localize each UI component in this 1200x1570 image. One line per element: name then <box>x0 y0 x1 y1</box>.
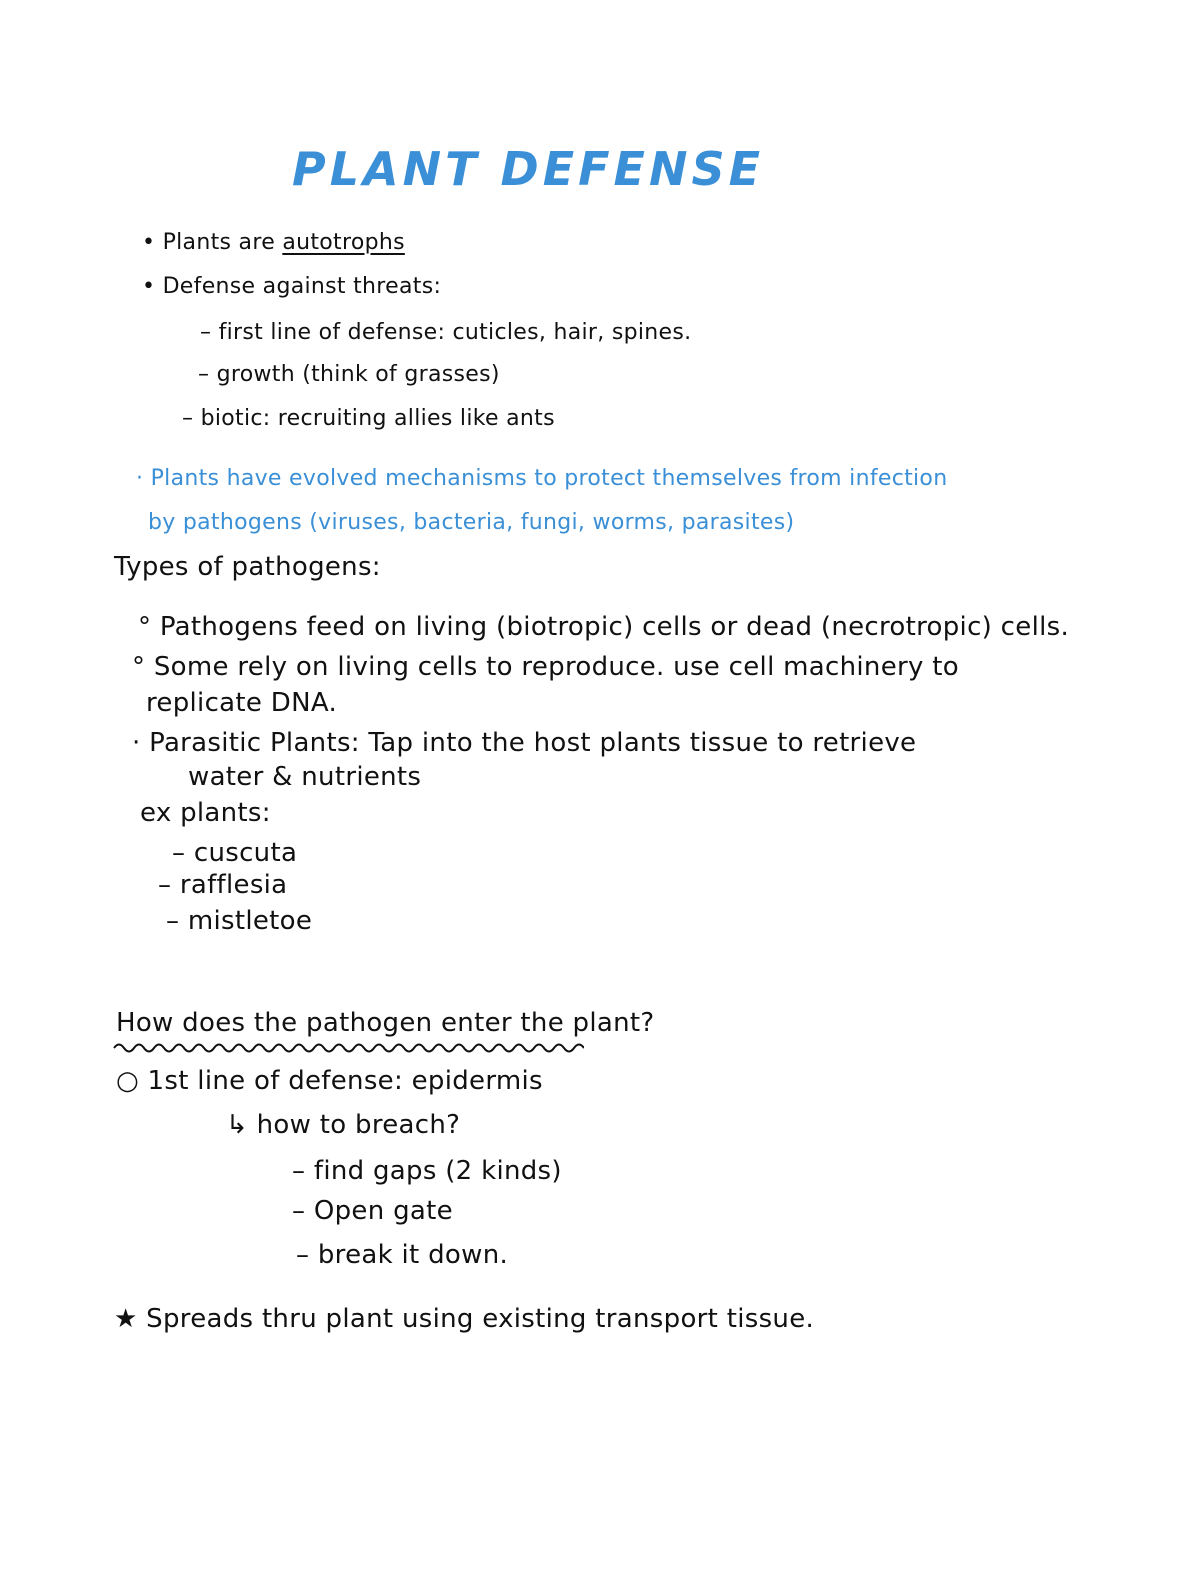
examples-heading: ex plants: <box>140 798 271 828</box>
types-heading: Types of pathogens: <box>114 552 381 582</box>
breach-heading: ↳ how to breach? <box>226 1110 461 1140</box>
first-line-of-defense: ○ 1st line of defense: epidermis <box>116 1066 543 1096</box>
autotrophs-word: autotrophs <box>282 230 405 255</box>
parasitic-line-2: water & nutrients <box>188 762 422 792</box>
blue-note-line-1: · Plants have evolved mechanisms to protect themselves from infection <box>136 466 948 491</box>
defense-item: – first line of defense: cuticles, hair, spines. <box>200 320 692 345</box>
breach-item: – find gaps (2 kinds) <box>292 1156 562 1186</box>
types-point-1: ° Pathogens feed on living (biotropic) cells or dead (necrotropic) cells. <box>138 612 1070 642</box>
wavy-underline <box>112 1038 584 1058</box>
example-item: – mistletoe <box>166 906 313 936</box>
entry-question: How does the pathogen enter the plant? <box>116 1008 655 1038</box>
types-point-2-line-1: ° Some rely on living cells to reproduce. use cell machinery to <box>132 652 959 682</box>
types-point-2-line-2: replicate DNA. <box>146 688 338 718</box>
autotrophs-prefix: • Plants are <box>142 230 283 255</box>
example-item: – rafflesia <box>158 870 288 900</box>
defense-item: – biotic: recruiting allies like ants <box>182 406 555 431</box>
defense-heading: • Defense against threats: <box>142 274 442 299</box>
breach-item: – Open gate <box>292 1196 453 1226</box>
page-title: PLANT DEFENSE <box>292 142 765 196</box>
autotrophs-point <box>142 228 405 258</box>
defense-item: – growth (think of grasses) <box>198 362 500 387</box>
summary-note: ★ Spreads thru plant using existing transport tissue. <box>114 1304 815 1334</box>
breach-item: – break it down. <box>296 1240 509 1270</box>
parasitic-line-1: · Parasitic Plants: Tap into the host plants tissue to retrieve <box>132 728 917 758</box>
example-item: – cuscuta <box>172 838 298 868</box>
blue-note-line-2: by pathogens (viruses, bacteria, fungi, worms, parasites) <box>148 510 795 535</box>
